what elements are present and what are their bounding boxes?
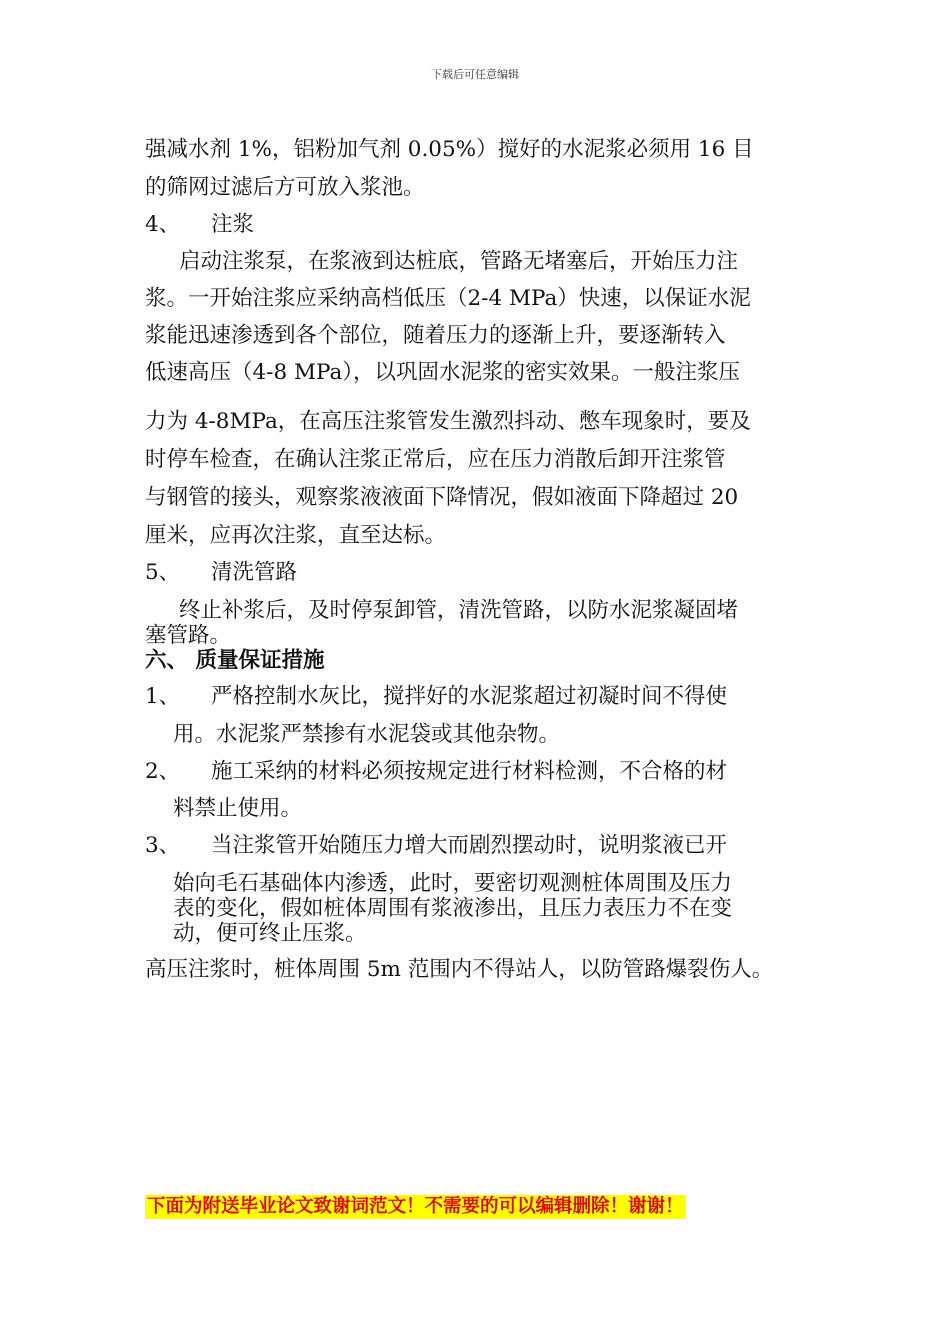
body-line: 始向毛石基础体内渗透，此时，要密切观测桩体周围及压力: [173, 871, 733, 896]
section-heading-4: [145, 211, 254, 239]
body-line: 力为 4-8MPa，在高压注浆管发生激烈抖动、憋车现象时，要及: [145, 409, 751, 434]
list-text: 严格控制水灰比，搅拌好的水泥浆超过初凝时间不得使: [211, 684, 728, 709]
highlighted-note: 下面为附送毕业论文致谢词范文！不需要的可以编辑删除！谢谢！: [147, 1196, 684, 1217]
body-line: 料禁止使用。: [173, 796, 303, 821]
body-line: 表的变化，假如桩体周围有浆液渗出，且压力表压力不在变: [173, 896, 733, 921]
body-line: 厘米，应再次注浆，直至达标。: [145, 523, 447, 548]
list-number: 2、: [145, 759, 181, 784]
body-line: 时停车检查，在确认注浆正常后，应在压力消散后卸开注浆管: [145, 447, 726, 472]
list-number: 3、: [145, 833, 181, 858]
list-text: 当注浆管开始随压力增大而剧烈摆动时，说明浆液已开: [211, 833, 728, 858]
body-line: 浆能迅速渗透到各个部位，随着压力的逐渐上升，要逐渐转入: [145, 323, 726, 348]
body-line: 终止补浆后，及时停泵卸管，清洗管路，以防水泥浆凝固堵: [179, 598, 739, 623]
page-header: 下载后可任意编辑: [431, 68, 519, 81]
section-heading-5: [145, 559, 297, 587]
list-item-2: [145, 758, 727, 786]
section-title: 清洗管路: [211, 560, 298, 585]
body-line: 塞管路。: [145, 623, 232, 648]
body-line: 的筛网过滤后方可放入浆池。: [145, 175, 425, 200]
section-number: 4、: [145, 212, 181, 237]
body-line: 动，便可终止压浆。: [173, 921, 367, 946]
section-heading-6: 六、 质量保证措施: [145, 648, 325, 673]
list-item-1: [145, 683, 727, 711]
list-item-3: [145, 832, 727, 860]
body-line: 低速高压（4-8 MPa），以巩固水泥浆的密实效果。一般注浆压: [145, 360, 741, 385]
body-line: 强减水剂 1%，铝粉加气剂 0.05%）搅好的水泥浆必须用 16 目: [145, 137, 754, 162]
body-line: 浆。一开始注浆应采纳高档低压（2-4 MPa）快速，以保证水泥: [145, 286, 751, 311]
body-line: 高压注浆时，桩体周围 5m 范围内不得站人，以防管路爆裂伤人。: [145, 957, 774, 982]
section-number: 5、: [145, 560, 181, 585]
body-line: 用。水泥浆严禁掺有水泥袋或其他杂物。: [173, 722, 561, 747]
list-number: 1、: [145, 684, 181, 709]
body-line: 启动注浆泵，在浆液到达桩底，管路无堵塞后，开始压力注: [179, 249, 739, 274]
body-line: 与钢管的接头，观察浆液液面下降情况，假如液面下降超过 20: [145, 485, 739, 510]
section-title: 注浆: [211, 212, 255, 237]
list-text: 施工采纳的材料必须按规定进行材料检测，不合格的材: [211, 759, 728, 784]
